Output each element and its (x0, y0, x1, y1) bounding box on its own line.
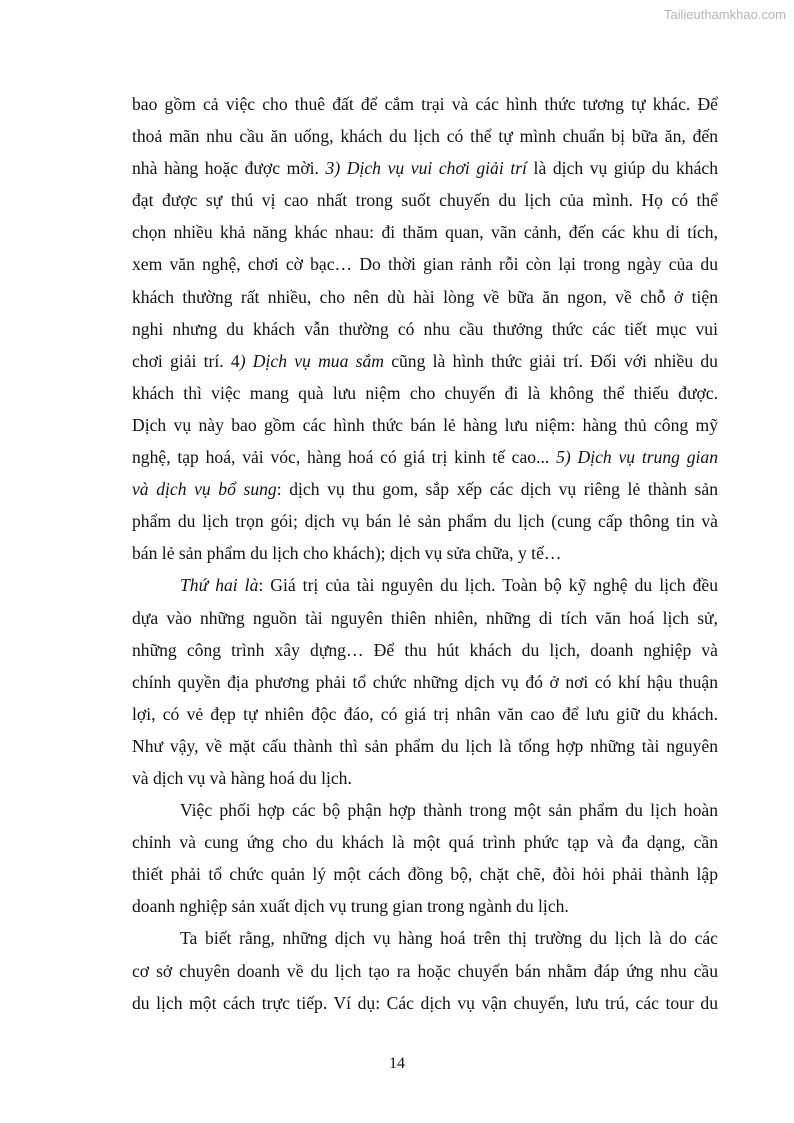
text-line: thiết phải tổ chức quản lý một cách đồng bộ, chặt chẽ, đòi hỏi phải thành lập (132, 864, 718, 885)
paragraph-services (132, 88, 718, 569)
text-line: cơ sở chuyên doanh về du lịch tạo ra hoặc chuyển bán nhằm đáp ứng nhu cầu (132, 960, 718, 981)
text-line: nhà hàng hoặc được mời. 3) Dịch vụ vui chơi giải trí là dịch vụ giúp du khách (132, 158, 718, 179)
text-line: đạt được sự thú vị cao nhất trong suốt chuyến du lịch của mình. Họ có thể (132, 190, 718, 211)
text-line: chơi giải trí. 4) Dịch vụ mua sắm cũng là hình thức giải trí. Đối với nhiều du (132, 350, 718, 371)
text-line: những công trình xây dựng… Để thu hút khách du lịch, doanh nghiệp và (132, 639, 718, 660)
text-line: và dịch vụ bổ sung: dịch vụ thu gom, sắp xếp các dịch vụ riêng lẻ thành sản (132, 479, 718, 500)
paragraph-resources (132, 569, 718, 794)
text-line: bao gồm cả việc cho thuê đất để cắm trại và các hình thức tương tự khác. Để (132, 94, 718, 114)
text-line: phẩm du lịch trọn gói; dịch vụ bán lẻ sản phẩm du lịch (cung cấp thông tin và (132, 511, 718, 532)
text-line: khách thì việc mang quà lưu niệm cho chuyến đi là không thể thiếu được. (132, 382, 718, 403)
page-number: 14 (389, 1055, 405, 1072)
text-line: khách thường rất nhiều, cho nên dù hài lòng về bữa ăn ngon, về chỗ ở tiện (132, 286, 718, 307)
text-line: và dịch vụ và hàng hoá du lịch. (132, 767, 352, 788)
watermark-text: Tailieuthamkhao.com (663, 7, 786, 22)
text-line: Thứ hai là: Giá trị của tài nguyên du lịch. Toàn bộ kỹ nghệ du lịch đều (180, 575, 718, 596)
text-line: xem văn nghệ, chơi cờ bạc… Do thời gian rảnh rỗi còn lại trong ngày của du (132, 254, 718, 275)
text-line: doanh nghiệp sản xuất dịch vụ trung gian trong ngành du lịch. (132, 896, 569, 917)
text-line: bán lẻ sản phẩm du lịch cho khách); dịch vụ sửa chữa, y tế… (132, 543, 562, 564)
paragraph-market (132, 922, 718, 1018)
text-line: dựa vào những nguồn tài nguyên thiên nhiên, những di tích văn hoá lịch sử, (132, 607, 718, 628)
text-line: Ta biết rằng, những dịch vụ hàng hoá trên thị trường du lịch là do các (180, 928, 718, 949)
text-line: chính quyền địa phương phải tổ chức những dịch vụ đó ở nơi có khí hậu thuận (132, 671, 718, 692)
text-line: chỉnh và cung ứng cho du khách là một quá trình phức tạp và đa dạng, cần (132, 832, 718, 853)
text-line: lợi, có vẻ đẹp tự nhiên độc đáo, có giá trị nhân văn cao để lưu giữ du khách. (132, 703, 718, 724)
text-line: Như vậy, về mặt cấu thành thì sản phẩm du lịch là tổng hợp những tài nguyên (132, 735, 718, 756)
paragraph-coordination (132, 794, 718, 922)
text-line: thoả mãn nhu cầu ăn uống, khách du lịch có thể tự mình chuẩn bị bữa ăn, đến (132, 126, 718, 147)
text-line: du lịch một cách trực tiếp. Ví dụ: Các dịch vụ vận chuyển, lưu trú, các tour du (132, 992, 718, 1013)
text-line: Dịch vụ này bao gồm các hình thức bán lẻ hàng lưu niệm: hàng thủ công mỹ (132, 414, 718, 435)
text-line: chọn nhiều khả năng khác nhau: đi thăm quan, vãn cảnh, đến các khu di tích, (132, 222, 718, 243)
text-line: nghi nhưng du khách vẫn thường có nhu cầu thưởng thức các tiết mục vui (132, 318, 718, 339)
text-line: nghệ, tạp hoá, vải vóc, hàng hoá có giá trị kinh tế cao... 5) Dịch vụ trung gian (132, 447, 718, 468)
document-body (132, 88, 718, 1019)
text-line: Việc phối hợp các bộ phận hợp thành trong một sản phẩm du lịch hoàn (180, 800, 718, 821)
